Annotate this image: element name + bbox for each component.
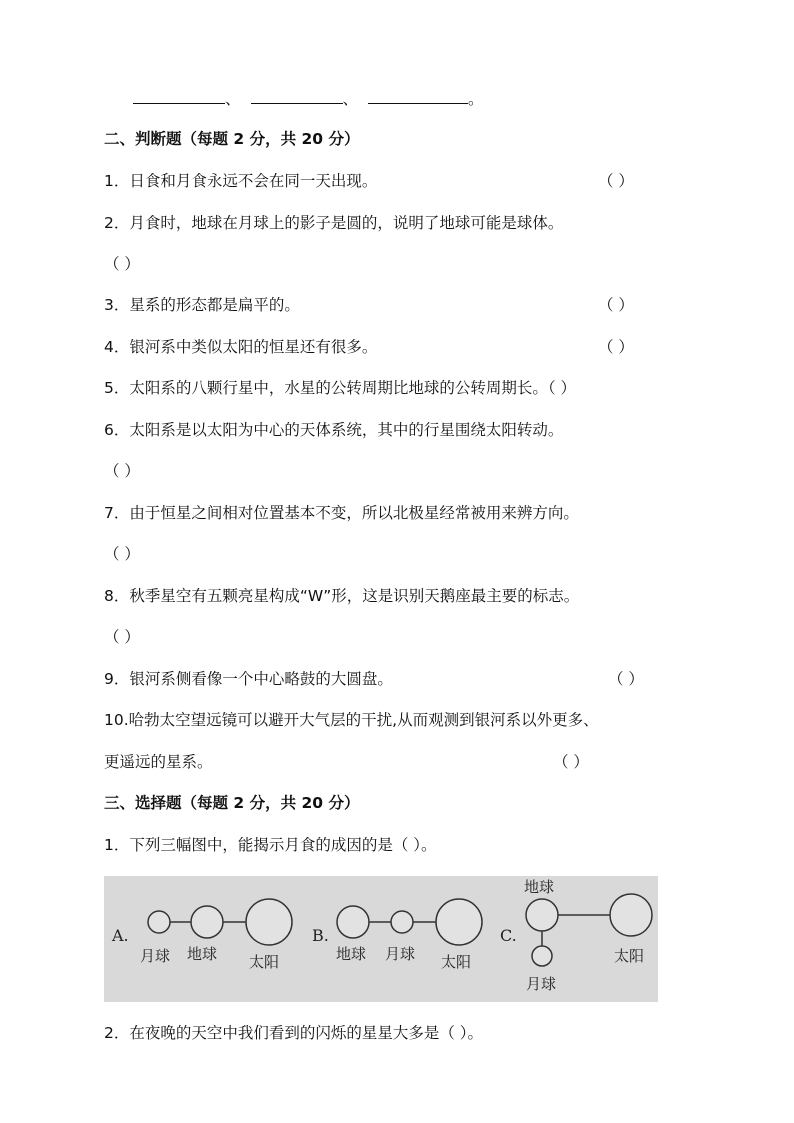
sun-label: 太阳 <box>249 953 280 971</box>
earth-circle <box>337 906 369 938</box>
moon-circle <box>532 946 552 966</box>
lunar-eclipse-diagram <box>104 876 658 1002</box>
blank-end: 。 <box>468 90 484 108</box>
moon-label: 月球 <box>140 947 171 965</box>
judge-item-8: 8．秋季星空有五颗亮星构成“W”形，这是识别天鹅座最主要的标志。 <box>104 587 580 605</box>
sun-label: 太阳 <box>614 947 645 965</box>
judge-item-7: 7．由于恒星之间相对位置基本不变，所以北极星经常被用来辨方向。 <box>104 504 579 522</box>
earth-label: 地球 <box>524 878 555 896</box>
moon-circle <box>148 911 170 933</box>
moon-label: 月球 <box>385 945 416 963</box>
answer-paren[interactable]: （ ） <box>598 296 634 314</box>
judge-item-6: 6．太阳系是以太阳为中心的天体系统，其中的行星围绕太阳转动。 <box>104 421 564 439</box>
diagram-svg <box>104 876 658 1002</box>
judge-item-2: 2．月食时，地球在月球上的影子是圆的，说明了地球可能是球体。 <box>104 214 564 232</box>
earth-circle <box>526 899 558 931</box>
judge-item-5: 5．太阳系的八颗行星中，水星的公转周期比地球的公转周期长。（ ） <box>104 379 577 397</box>
answer-paren[interactable]: （ ） <box>104 545 140 563</box>
judge-item-10-cont: 更遥远的星系。 <box>104 753 213 771</box>
answer-blank[interactable] <box>368 88 468 104</box>
answer-paren[interactable]: （ ） <box>104 462 140 480</box>
section2-heading: 二、判断题（每题 2 分，共 20 分） <box>104 130 360 148</box>
moon-circle <box>391 911 413 933</box>
answer-paren[interactable]: （ ） <box>608 670 644 688</box>
answer-paren[interactable]: （ ） <box>598 338 634 356</box>
moon-label: 月球 <box>526 975 557 993</box>
blank-separator: 、 <box>342 90 359 108</box>
option-c-label: C. <box>500 926 517 945</box>
choice-question-2: 2．在夜晚的天空中我们看到的闪烁的星星大多是（ ）。 <box>104 1024 484 1042</box>
judge-item-9: 9．银河系侧看像一个中心略鼓的大圆盘。 <box>104 670 393 688</box>
section3-heading: 三、选择题（每题 2 分，共 20 分） <box>104 794 360 812</box>
earth-label: 地球 <box>187 945 218 963</box>
judge-item-10: 10.哈勃太空望远镜可以避开大气层的干扰,从而观测到银河系以外更多、 <box>104 711 599 729</box>
sun-label: 太阳 <box>441 953 472 971</box>
judge-item-4: 4．银河系中类似太阳的恒星还有很多。 <box>104 338 378 356</box>
blank-separator: 、 <box>225 90 241 108</box>
sun-circle <box>246 899 292 945</box>
earth-circle <box>191 906 223 938</box>
answer-blank[interactable] <box>251 88 343 104</box>
judge-item-3: 3．星系的形态都是扁平的。 <box>104 296 300 314</box>
answer-paren[interactable]: （ ） <box>104 628 140 646</box>
answer-paren[interactable]: （ ） <box>104 255 140 273</box>
option-b-label: B. <box>312 926 329 945</box>
judge-item-1: 1．日食和月食永远不会在同一天出现。 <box>104 172 378 190</box>
sun-circle <box>436 899 482 945</box>
earth-label: 地球 <box>336 945 367 963</box>
answer-blank[interactable] <box>133 88 225 104</box>
sun-circle <box>610 894 652 936</box>
answer-paren[interactable]: （ ） <box>598 172 634 190</box>
option-a-label: A. <box>112 926 129 945</box>
choice-question-1: 1．下列三幅图中，能揭示月食的成因的是（ ）。 <box>104 836 437 854</box>
answer-paren[interactable]: （ ） <box>553 753 589 771</box>
top-blanks-line <box>133 88 484 110</box>
